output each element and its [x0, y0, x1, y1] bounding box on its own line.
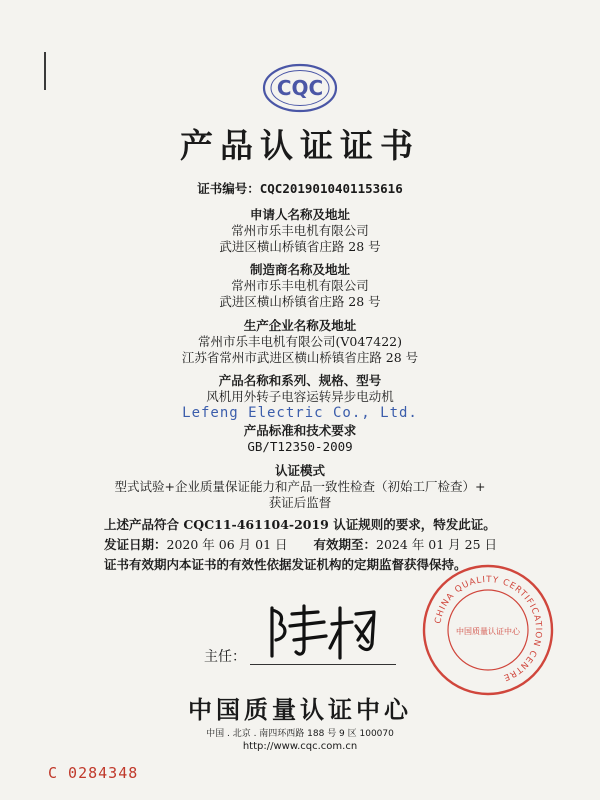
serial-number: C 0284348	[48, 764, 139, 782]
certificate-title: 产品认证证书	[180, 126, 420, 165]
seal-center-text: 中国质量认证中心	[456, 627, 520, 636]
certificate-number-label: 证书编号：	[197, 181, 260, 196]
mode-heading: 认证模式	[274, 463, 325, 478]
certificate-number: CQC2019010401153616	[259, 181, 403, 196]
standard: GB/T12350-2009	[247, 439, 353, 454]
product-heading: 产品名称和系列、规格、型号	[218, 373, 382, 388]
mode-line-1: 型式试验+企业质量保证能力和产品一致性检查（初始工厂检查）+	[114, 479, 486, 494]
manager-label: 主任：	[204, 649, 246, 665]
certificate-number-line	[0, 181, 600, 197]
validity-note: 证书有效期内本证书的有效性依据发证机构的定期监督获得保持。	[104, 557, 467, 572]
manufacturer-heading: 制造商名称及地址	[249, 262, 350, 277]
website-link[interactable]: http://www.cqc.com.cn	[242, 741, 358, 752]
applicant-address: 武进区横山桥镇省庄路 28 号	[219, 239, 381, 254]
manufacturer-address: 武进区横山桥镇省庄路 28 号	[219, 294, 381, 309]
mode-line-2: 获证后监督	[268, 495, 332, 510]
product-mark: Lefeng Electric Co., Ltd.	[182, 405, 418, 421]
valid-date-label: 有效期至：	[313, 537, 377, 552]
product-name: 风机用外转子电容运转异步电动机	[206, 389, 394, 404]
official-seal	[420, 562, 556, 698]
issue-date-label: 发证日期：	[104, 537, 167, 552]
valid-date: 2024 年 01 月 25 日	[376, 537, 498, 552]
applicant-name: 常州市乐丰电机有限公司	[231, 223, 369, 238]
manufacturer-name: 常州市乐丰电机有限公司	[231, 278, 369, 293]
logo-text: CQC	[276, 76, 324, 100]
seal-ring-text: CHINA QUALITY CERTIFICATION CENTRE	[433, 574, 544, 683]
standard-heading: 产品标准和技术要求	[243, 423, 357, 438]
dates-line	[104, 537, 497, 553]
factory-name: 常州市乐丰电机有限公司(V047422)	[198, 334, 402, 349]
edge-mark	[44, 52, 46, 90]
factory-address: 江苏省常州市武进区横山桥镇省庄路 28 号	[181, 350, 419, 365]
conformity-statement: 上述产品符合 CQC11-461104-2019 认证规则的要求，特发此证。	[104, 517, 496, 532]
issuer-name: 中国质量认证中心	[188, 696, 412, 724]
cqc-logo-icon	[260, 62, 340, 114]
handwritten-signature	[200, 600, 400, 670]
factory-heading: 生产企业名称及地址	[243, 318, 357, 333]
applicant-heading: 申请人名称及地址	[249, 207, 350, 222]
issuer-address: 中国 . 北京 . 南四环西路 188 号 9 区 100070	[206, 729, 394, 739]
issue-date: 2020 年 06 月 01 日	[166, 537, 288, 552]
